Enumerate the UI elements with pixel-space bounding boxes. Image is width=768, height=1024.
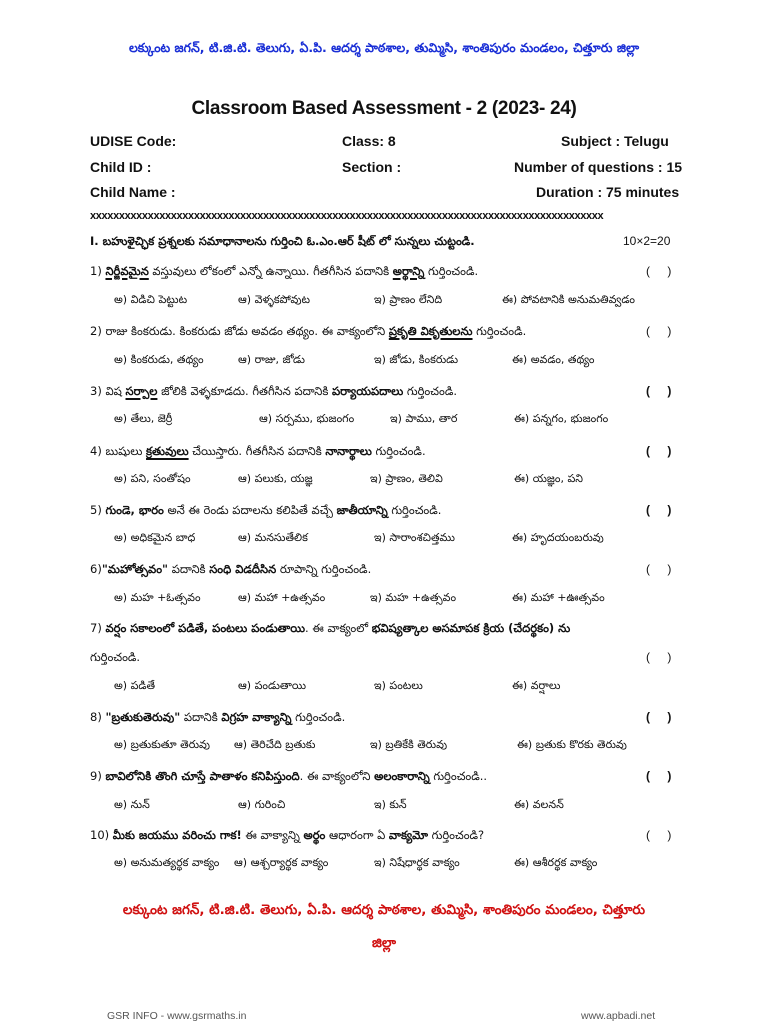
answer-bracket: ( ) (646, 324, 672, 338)
separator-line: xxxxxxxxxxxxxxxxxxxxxxxxxxxxxxxxxxxxxxxxxxxxxxxxxxxxxxxxxxxxxxxxxxxxxxxxxxxxxxxxxxxxxxxxx (90, 210, 604, 222)
option-d: ఈ) మహా +ఊత్సవం (512, 591, 605, 604)
child-id-label: Child ID : (90, 159, 152, 175)
option-a: అ) విడిచి పెట్టుట (114, 293, 188, 306)
option-a: అ) కింకరుడు, తథ్యం (114, 353, 204, 366)
answer-bracket: ( ) (646, 264, 672, 278)
option-d: ఈ) యజ్ఞం, పని (514, 472, 584, 485)
page-title: Classroom Based Assessment - 2 (2023- 24) (191, 98, 577, 119)
option-c: ఇ) సారాంశచిత్తము (374, 531, 455, 544)
subject-label: Subject : Telugu (561, 133, 669, 149)
option-d: ఈ) బ్రతుకు కొరకు తెరువు (517, 738, 627, 751)
question-9: 9) బావిలోనికి తొంగి చూస్తే పాతాళం కనిపిస్తుంది. ఈ వాక్యంలోని అలంకారాన్ని గుర్తించండి.. (90, 769, 488, 783)
option-d: ఈ) వలనన్ (514, 798, 564, 811)
child-name-label: Child Name : (90, 184, 176, 200)
question-7: 7) వర్షం సకాలంలో పడితే, పంటలు పండుతాయి. ఈ వాక్యంలో భవిష్యత్కాల అసమాపక క్రియ (చేదర్థకం) ను (90, 621, 571, 635)
option-a: అ) అధికమైన బాధ (114, 531, 196, 544)
option-b: ఆ) మహా +ఉత్సవం (238, 591, 326, 604)
question-7-continued: గుర్తించండి. (90, 650, 141, 664)
section-marks: 10×2=20 (623, 234, 671, 248)
num-questions-label: Number of questions : 15 (514, 159, 683, 175)
option-c: ఇ) ప్రాణం లేనిది (374, 293, 443, 306)
question-10: 10) మీకు జయము వరించు గాక! ఈ వాక్యాన్ని అర్థం ఆధారంగా ఏ వాక్యమో గుర్తించండి? (90, 828, 485, 842)
section-title: I. బహుళైచ్ఛిక ప్రశ్నలకు సమాధానాలను గుర్తించి ఓ.ఎం.ఆర్ షీట్ లో సున్నలు చుట్టండి. (90, 234, 475, 248)
answer-bracket: ( ) (646, 828, 672, 842)
option-c: ఇ) జోడు, కింకరుడు (374, 353, 459, 366)
option-c: ఇ) పంటలు (374, 679, 423, 692)
footer-right-link[interactable]: www.apbadi.net (581, 1010, 656, 1022)
question-3: 3) విష సర్పాల జోలికి వెళ్ళకూడదు. గీతగీసిన పదానికి పర్యాయపదాలు గుర్తించండి. (90, 384, 457, 398)
option-b: ఆ) మనసుతేలిక (238, 531, 308, 544)
option-b: ఆ) పండుతాయి (238, 679, 307, 692)
answer-bracket: ( ) (646, 650, 672, 664)
option-a: అ) తేలు, జెర్రీ (114, 412, 173, 425)
option-b: ఆ) రాజు, జోడు (238, 353, 305, 366)
option-d: ఈ) పోవటానికి అనుమతివ్వడం (502, 293, 635, 306)
option-c: ఇ) మహ +ఉత్సవం (370, 591, 457, 604)
answer-bracket: ( ) (646, 562, 672, 576)
option-b: ఆ) పలుకు, యజ్ఞ (238, 472, 313, 485)
option-a: అ) పడితే (114, 679, 156, 692)
question-1: 1) నిర్జీవమైన వస్తువులు లోకంలో ఎన్నో ఉన్నాయి. గీతగీసిన పదానికి అర్థాన్ని గుర్తించండి. (90, 264, 479, 278)
option-c: ఇ) బ్రతికేకి తెరువు (370, 738, 448, 751)
option-a: అ) నున్ (114, 798, 150, 811)
question-4: 4) బుషులు క్రతువులు చేయిస్తారు. గీతగీసిన పదానికి నానార్థాలు గుర్తించండి. (90, 444, 426, 458)
option-c: ఇ) పాము, తార (390, 412, 458, 425)
option-a: అ) మహ +ఓత్సవం (114, 591, 201, 604)
option-a: అ) పని, సంతోషం (114, 472, 191, 485)
question-6: 6)"మహోత్సవం" పదానికి సంధి విడదీసిన రూపాన్ని గుర్తించండి. (90, 562, 372, 576)
option-d: ఈ) అవడం, తథ్యం (512, 353, 595, 366)
option-c: ఇ) కున్ (374, 798, 407, 811)
answer-bracket: ( ) (646, 444, 672, 458)
header-credit: లక్కుంట జగన్, టి.జి.టి. తెలుగు, ఏ.పి. ఆదర్శ పాఠశాల, తుమ్మిసి, శాంతిపురం మండలం, చిత్తూరు జిల్లా (128, 40, 640, 55)
option-b: ఆ) తెరిచేది బ్రతుకు (234, 738, 316, 751)
option-b: ఆ) గురించి (238, 798, 286, 811)
option-a: అ) బ్రతుకుతూ తెరువు (114, 738, 211, 751)
footer-left-link[interactable]: GSR INFO - www.gsrmaths.in (107, 1010, 247, 1022)
footer-credit: లక్కుంట జగన్, టి.జి.టి. తెలుగు, ఏ.పి. ఆదర్శ పాఠశాల, తుమ్మిసి, శాంతిపురం మండలం, చిత్తూరు (122, 902, 646, 918)
option-c: ఇ) నిషేధార్థక వాక్యం (374, 856, 460, 869)
section-label: Section : (342, 159, 402, 175)
option-a: అ) అనుమత్యర్థక వాక్యం (114, 856, 220, 869)
answer-bracket: ( ) (646, 503, 672, 517)
option-d: ఈ) వర్షాలు (512, 679, 561, 692)
question-2: 2) రాజు కింకరుడు. కింకరుడు జోడు అవడం తథ్యం. ఈ వాక్యంలోని ప్రకృతి వికృతులను గుర్తించండి. (90, 324, 527, 338)
answer-bracket: ( ) (646, 710, 672, 724)
option-b: ఆ) వెళ్ళకపోవుట (238, 293, 311, 306)
option-b: ఆ) సర్పము, భుజంగం (259, 412, 355, 425)
option-b: ఆ) ఆశ్చర్యార్థక వాక్యం (234, 856, 329, 869)
class-label: Class: 8 (342, 133, 396, 149)
option-d: ఈ) ఆశీరర్థక వాక్యం (514, 856, 598, 869)
duration-label: Duration : 75 minutes (536, 184, 680, 200)
question-5: 5) గుండె, భారం అనే ఈ రెండు పదాలను కలిపితే వచ్చే జాతీయాన్ని గుర్తించండి. (90, 503, 442, 517)
footer-credit-line2: జిల్లా (371, 935, 396, 951)
option-c: ఇ) ప్రాణం, తెలివి (370, 472, 443, 485)
udise-label: UDISE Code: (90, 133, 177, 149)
option-d: ఈ) పన్నగం, భుజంగం (514, 412, 609, 425)
answer-bracket: ( ) (646, 769, 672, 783)
option-d: ఈ) హృదయంబరువు (512, 531, 604, 544)
question-8: 8) "బ్రతుకుతెరువు" పదానికి విగ్రహ వాక్యాన్ని గుర్తించండి. (90, 710, 346, 724)
answer-bracket: ( ) (646, 384, 672, 398)
